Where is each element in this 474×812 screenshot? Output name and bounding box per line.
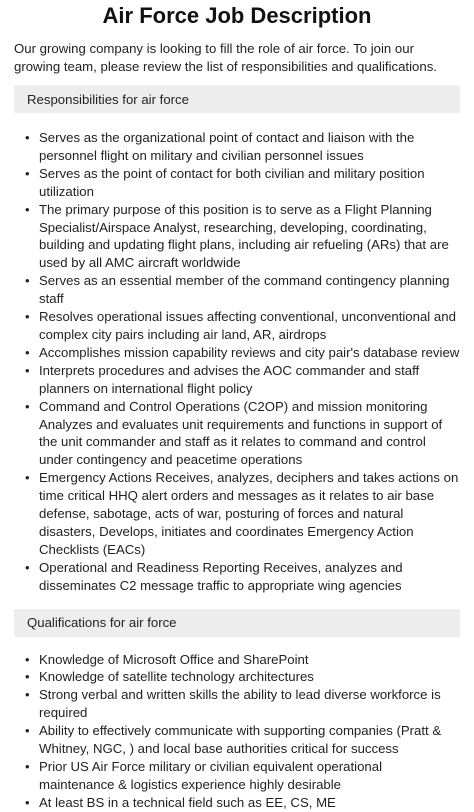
list-item <box>25 308 460 344</box>
list-item <box>25 201 460 273</box>
list-item-text: Knowledge of satellite technology architectures <box>39 669 314 685</box>
bullet-icon: • <box>25 759 30 774</box>
bullet-icon: • <box>25 398 30 414</box>
list-item <box>25 794 460 812</box>
bullet-icon: • <box>25 273 30 289</box>
list-item <box>25 758 460 794</box>
list-item-text: Operational and Readiness Reporting Receives, analyzes and disseminates C2 message traffic to appropriate wing agencies <box>39 559 403 593</box>
bullet-icon: • <box>25 130 30 145</box>
bullet-icon: • <box>25 309 30 325</box>
list-item <box>25 668 460 686</box>
list-item-text: At least BS in a technical field such as EE, CS, ME <box>39 794 336 810</box>
list-item <box>25 686 460 722</box>
list-item <box>25 722 460 758</box>
list-item-text: Accomplishes mission capability reviews and city pair's database review <box>39 344 460 360</box>
bullet-icon: • <box>25 723 30 739</box>
qualifications-list <box>14 651 460 812</box>
list-item-text: Emergency Actions Receives, analyzes, deciphers and takes actions on time critical HHQ alert orders and messages as it relates to air base defense, sabotage, acts of war, posturing of forces and natural disasters, Develops, initiates and coordinates Emergency Action Checklists (EACs) <box>39 470 459 557</box>
list-item <box>25 398 460 470</box>
list-item-text: Ability to effectively communicate with supporting companies (Pratt & Whitney, NGC, ) and local base authorities critical for success <box>39 723 442 757</box>
list-item-text: Strong verbal and written skills the ability to lead diverse workforce is required <box>39 687 441 721</box>
bullet-icon: • <box>25 559 30 575</box>
list-item <box>25 469 460 559</box>
list-item-text: Serves as the point of contact for both civilian and military position utilization <box>39 165 425 199</box>
responsibilities-header-label: Responsibilities for air force <box>27 91 189 107</box>
intro-paragraph: Our growing company is looking to fill the role of air force. To join our growing team, please review the list of responsibilities and qualifications. <box>14 41 437 74</box>
bullet-icon: • <box>25 362 30 378</box>
list-item <box>25 651 460 669</box>
list-item-text: Resolves operational issues affecting conventional, unconventional and complex city pairs including air land, AR, airdrops <box>39 309 456 342</box>
bullet-icon: • <box>25 687 30 703</box>
bullet-icon: • <box>25 344 30 360</box>
list-item-text: Knowledge of Microsoft Office and SharePoint <box>39 651 309 667</box>
qualifications-header <box>14 609 460 637</box>
list-item-text: Serves as the organizational point of contact and liaison with the personnel flight on military and civilian personnel issues <box>39 130 415 163</box>
bullet-icon: • <box>25 651 30 667</box>
bullet-icon: • <box>25 669 30 685</box>
list-item-text: The primary purpose of this position is to serve as a Flight Planning Specialist/Airspace Analyst, researching, developing, coordinating, building and updating flight plans, including air refueling (ARs) that are used by all AMC aircraft worldwide <box>39 201 449 271</box>
bullet-icon: • <box>25 470 30 486</box>
responsibilities-header <box>14 85 460 113</box>
qualifications-header-label: Qualifications for air force <box>27 615 177 631</box>
list-item-text: Command and Control Operations (C2OP) and mission monitoring Analyzes and evaluates unit requirements and functions in support of the unit commander and staff as it relates to command and control under contingency and peacetime operations <box>39 398 443 468</box>
responsibilities-list <box>14 129 460 595</box>
list-item-text: Interprets procedures and advises the AOC commander and staff planners on international flight policy <box>39 362 420 396</box>
bullet-icon: • <box>25 201 30 217</box>
list-item <box>25 272 460 308</box>
list-item <box>25 129 460 165</box>
list-item <box>25 344 460 362</box>
page-title: Air Force Job Description <box>102 3 372 28</box>
list-item-text: Prior US Air Force military or civilian equivalent operational maintenance & logistics experience highly desirable <box>39 759 383 792</box>
bullet-icon: • <box>25 165 30 181</box>
list-item <box>25 165 460 201</box>
list-item <box>25 559 460 595</box>
list-item-text: Serves as an essential member of the command contingency planning staff <box>39 273 450 307</box>
list-item <box>25 362 460 398</box>
bullet-icon: • <box>25 794 30 810</box>
